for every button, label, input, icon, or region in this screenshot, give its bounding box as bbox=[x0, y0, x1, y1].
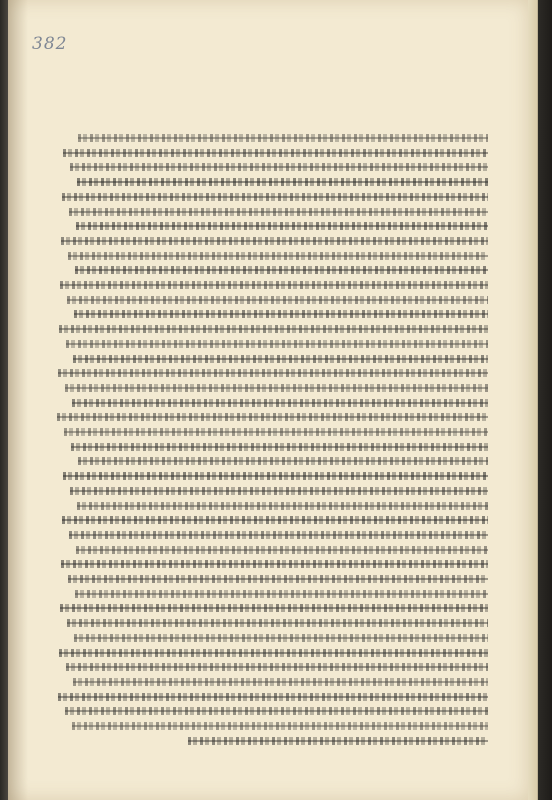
ink-stroke bbox=[65, 384, 488, 392]
ink-stroke bbox=[69, 208, 488, 216]
manuscript-line bbox=[61, 237, 488, 245]
manuscript-line bbox=[66, 340, 488, 348]
manuscript-line bbox=[57, 413, 488, 421]
ink-stroke bbox=[65, 707, 488, 715]
manuscript-line bbox=[62, 193, 488, 201]
manuscript-line bbox=[78, 457, 488, 465]
manuscript-line bbox=[188, 737, 488, 745]
ink-stroke bbox=[60, 604, 488, 612]
viewer-left-margin bbox=[0, 0, 8, 800]
ink-stroke bbox=[71, 443, 488, 451]
ink-stroke bbox=[76, 222, 488, 230]
manuscript-line bbox=[75, 590, 488, 598]
ink-stroke bbox=[58, 369, 488, 377]
ink-stroke bbox=[188, 737, 488, 745]
page-gutter-shadow bbox=[8, 0, 28, 800]
ink-stroke bbox=[67, 296, 488, 304]
ink-stroke bbox=[57, 413, 488, 421]
ink-stroke bbox=[67, 619, 488, 627]
ink-stroke bbox=[59, 325, 488, 333]
manuscript-line bbox=[77, 502, 488, 510]
manuscript-line bbox=[65, 707, 488, 715]
manuscript-line bbox=[62, 516, 488, 524]
ink-stroke bbox=[68, 252, 488, 260]
manuscript-line bbox=[59, 649, 488, 657]
manuscript-line bbox=[64, 428, 488, 436]
ink-stroke bbox=[61, 560, 488, 568]
manuscript-line bbox=[76, 222, 488, 230]
manuscript-line bbox=[76, 546, 488, 554]
ink-stroke bbox=[78, 457, 488, 465]
ink-stroke bbox=[63, 149, 488, 157]
manuscript-line bbox=[73, 355, 488, 363]
ink-stroke bbox=[60, 281, 488, 289]
ink-stroke bbox=[73, 355, 488, 363]
ink-stroke bbox=[77, 178, 488, 186]
ink-stroke bbox=[66, 340, 488, 348]
manuscript-line bbox=[65, 384, 488, 392]
manuscript-line bbox=[77, 178, 488, 186]
ink-stroke bbox=[75, 590, 488, 598]
manuscript-line bbox=[60, 604, 488, 612]
manuscript-line bbox=[70, 487, 488, 495]
manuscript-line bbox=[75, 266, 488, 274]
ink-stroke bbox=[78, 134, 488, 142]
manuscript-line bbox=[66, 663, 488, 671]
manuscript-line bbox=[74, 310, 488, 318]
page-edge bbox=[528, 0, 552, 800]
manuscript-line bbox=[70, 163, 488, 171]
manuscript-line bbox=[71, 443, 488, 451]
ink-stroke bbox=[63, 472, 488, 480]
folio-number: 382 bbox=[32, 34, 68, 54]
manuscript-line bbox=[72, 399, 488, 407]
ink-stroke bbox=[62, 516, 488, 524]
handwritten-text-block bbox=[58, 134, 488, 754]
ink-stroke bbox=[74, 634, 488, 642]
manuscript-line bbox=[59, 325, 488, 333]
manuscript-line bbox=[68, 252, 488, 260]
ink-stroke bbox=[77, 502, 488, 510]
ink-stroke bbox=[58, 693, 488, 701]
manuscript-line bbox=[63, 149, 488, 157]
manuscript-line bbox=[61, 560, 488, 568]
manuscript-line bbox=[74, 634, 488, 642]
manuscript-line bbox=[73, 678, 488, 686]
manuscript-line bbox=[58, 693, 488, 701]
manuscript-line bbox=[67, 296, 488, 304]
manuscript-line bbox=[60, 281, 488, 289]
manuscript-line bbox=[67, 619, 488, 627]
ink-stroke bbox=[72, 722, 488, 730]
ink-stroke bbox=[66, 663, 488, 671]
ink-stroke bbox=[72, 399, 488, 407]
manuscript-line bbox=[69, 531, 488, 539]
manuscript-line bbox=[63, 472, 488, 480]
manuscript-line bbox=[78, 134, 488, 142]
ink-stroke bbox=[73, 678, 488, 686]
ink-stroke bbox=[69, 531, 488, 539]
ink-stroke bbox=[70, 487, 488, 495]
ink-stroke bbox=[62, 193, 488, 201]
ink-stroke bbox=[59, 649, 488, 657]
ink-stroke bbox=[76, 546, 488, 554]
ink-stroke bbox=[75, 266, 488, 274]
ink-stroke bbox=[74, 310, 488, 318]
ink-stroke bbox=[70, 163, 488, 171]
ink-stroke bbox=[68, 575, 488, 583]
manuscript-line bbox=[58, 369, 488, 377]
manuscript-line bbox=[68, 575, 488, 583]
ink-stroke bbox=[61, 237, 488, 245]
manuscript-line bbox=[72, 722, 488, 730]
manuscript-line bbox=[69, 208, 488, 216]
ink-stroke bbox=[64, 428, 488, 436]
